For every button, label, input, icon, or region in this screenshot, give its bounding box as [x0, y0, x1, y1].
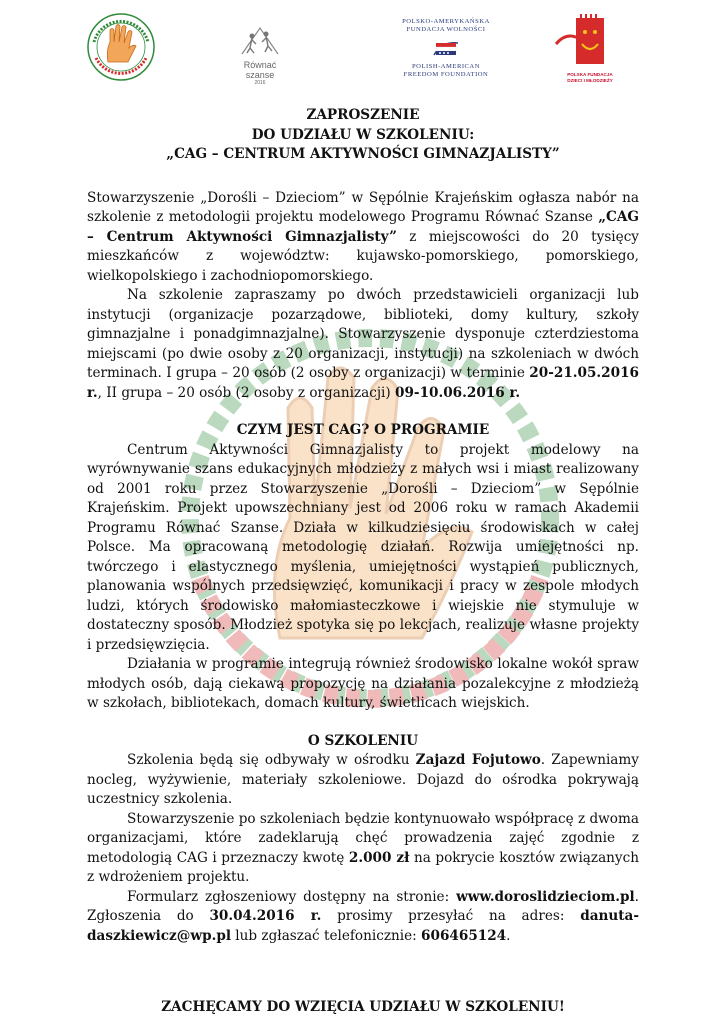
closing-call-to-action: ZACHĘCAMY DO WZIĘCIA UDZIAŁU W SZKOLENIU!: [161, 999, 565, 1015]
phone-number: 606465124: [421, 927, 507, 944]
rownac-year-text: 2016: [254, 80, 266, 86]
website-link[interactable]: www.doroslidzieciom.pl: [456, 888, 635, 905]
hand-seal-icon: [86, 12, 156, 82]
intro-paragraph-1: Stowarzyszenie „Dorośli – Dzieciom” w Sępólnie Krajeńskim ogłasza nabór na szkolenie z metodologii projektu modelowego Programu Równać Szanse „CAG – Centrum Aktywności Gimnazjalisty” z miejscowości do 20 tysięcy mieszkańców z województw: kujawsko-pomorskiego, pomorskiego, wielkopolskiego i zachodniopomorskiego.: [87, 189, 639, 284]
document-body: [87, 100, 639, 1018]
pfdim-line-2: DZIECI I MŁODZIEŻY: [567, 78, 613, 83]
polish-american-freedom-foundation-logo: [388, 18, 504, 82]
program-paragraph-1: Centrum Aktywności Gimnazjalisty to projekt modelowy na wyrównywanie szans edukacyjnych młodzieży z małych wsi i miast realizowany od 2001 roku przez Stowarzyszenie „Dorośli – Dzieciom” w Sępólnie Krajeńskim. Projekt upowszechniany jest od 2006 roku w ramach Akademii Programu Równać Szanse. Działa w kilkudziesięciu środowiskach w całej Polsce. Ma opracowaną metodologię działań. Rozwija umiejętności np. twórczego i elastycznego myślenia, umiejętności wystąpień publicznych, planowania wspólnych przedsięwzięć, komunikacji i pracy w zespole młodych ludzi, których środowisko małomiasteczkowe i wiejskie nie stymuluje w dostateczny sposób. Młodzież spotyka się po lekcjach, realizuje własne projekty i przedsięwzięcia.: [87, 441, 639, 653]
rownac-szanse-logo: [232, 20, 288, 90]
rownac-text: Równać: [243, 60, 277, 70]
training-heading: O SZKOLENIU: [307, 732, 419, 749]
polska-fundacja-dzieci-logo: [554, 14, 626, 86]
rownac-szanse-figures-icon: [232, 20, 288, 60]
title-line-2: DO UDZIAŁU W SZKOLENIU:: [251, 126, 475, 143]
program-paragraph-2: Działania w programie integrują również środowisko lokalne wokół spraw młodych osób, dają ciekawą propozycję na działania pozalekcyjne z młodzieżą w szkołach, bibliotekach, domach kultury, świetlicach wiejskich.: [87, 656, 639, 711]
training-paragraph-2: Stowarzyszenie po szkoleniach będzie kontynuowało współpracę z dwoma organizacjami, które zadeklarują chęć prowadzenia zajęć zgodnie z metodologią CAG i przeznaczy kwotę 2.000 zł na pokrycie kosztów związanych z wdrożeniem projektu.: [87, 810, 639, 885]
title-line-1: ZAPROSZENIE: [306, 107, 420, 123]
program-heading: CZYM JEST CAG? O PROGRAMIE: [236, 422, 490, 438]
training-paragraph-1: Szkolenia będą się odbywały w ośrodku Zajazd Fojutowo. Zapewniamy nocleg, wyżywienie, materiały szkoleniowe. Dojazd do ośrodka pokrywają uczestnicy szkolenia.: [87, 752, 639, 807]
training-paragraph-3: Formularz zgłoszeniowy dostępny na stronie: www.doroslidzieciom.pl. Zgłoszenia do 30.04.2016 r. prosimy przesyłać na adres: danuta-daszkiewicz@wp.pl lub zgłaszać telefonicznie: 606465124.: [87, 888, 639, 944]
paf-flag-icon: [430, 37, 462, 61]
title-block: [87, 106, 639, 165]
paf-line-2: FUNDACJA WOLNOŚCI: [406, 26, 486, 33]
dorosli-dzieciom-logo: [86, 12, 156, 82]
pfdim-line-1: POLSKA FUNDACJA: [567, 72, 613, 77]
pfdim-face-icon: [554, 14, 626, 72]
paf-line-4: FREEDOM FOUNDATION: [403, 71, 489, 78]
intro-paragraph-2: Na szkolenie zapraszamy po dwóch przedstawicieli organizacji lub instytucji (organizacje pozarządowe, biblioteki, domy kultury, szkoły gimnazjalne i ponadgimnazjalne). Stowarzyszenie dysponuje czterdziestoma miejscami (po dwie osoby z 20 organizacji, instytucji) na szkoleniach w dwóch terminach. I grupa – 20 osób (2 osoby z organizacji) w terminie 20-21.05.2016 r., II grupa – 20 osób (2 osoby z organizacji) 09-10.06.2016 r.: [87, 287, 639, 401]
email-link[interactable]: danuta-daszkiewicz@wp.pl: [87, 908, 639, 944]
paf-line-3: POLISH-AMERICAN: [412, 63, 480, 70]
title-line-3: „CAG – CENTRUM AKTYWNOŚCI GIMNAZJALISTY”: [166, 146, 560, 162]
szanse-text: szanse: [245, 70, 275, 80]
paf-line-1: POLSKO-AMERYKAŃSKA: [402, 18, 490, 25]
